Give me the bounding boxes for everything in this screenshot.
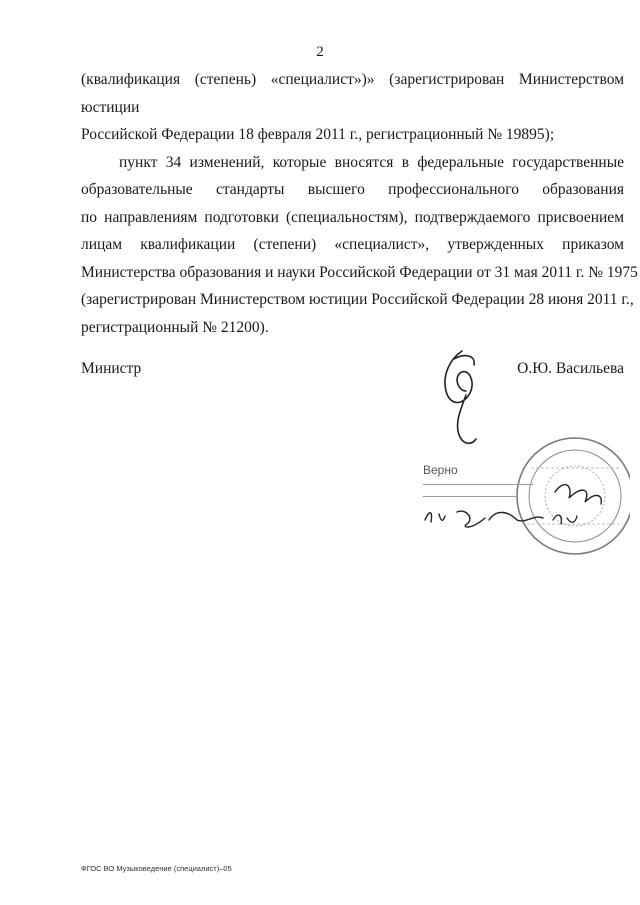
round-seal — [517, 438, 630, 554]
minister-title: Министр — [81, 360, 142, 377]
body-line: Министерства образования и науки Российской Федерации от 31 мая 2011 г. № 1975 — [81, 263, 638, 281]
body-line: (квалификация (степень) «специалист»)» (зарегистрирован Министерством юстиции — [81, 71, 624, 116]
footer-code: ФГОС ВО Музыковедение (специалист)–05 — [81, 864, 232, 873]
verno-label: Верно — [423, 463, 458, 477]
body-line: образовательные стандарты высшего профессионального образования — [81, 181, 624, 198]
body-line: (зарегистрирован Министерством юстиции Российской Федерации 28 июня 2011 г., — [81, 291, 634, 308]
body-line: лицам квалификации (степени) «специалист», утвержденных приказом — [81, 236, 624, 253]
body-line: регистрационный № 21200). — [81, 318, 269, 336]
body-line: пункт 34 изменений, которые вносятся в федеральные государственные — [119, 153, 624, 171]
stamp-text-line — [423, 496, 518, 497]
body-line: Российской Федерации 18 февраля 2011 г., регистрационный № 19895); — [81, 126, 555, 143]
certification-stamp — [405, 428, 630, 563]
body-text — [81, 66, 638, 341]
stamp-text-line — [423, 484, 533, 485]
page-number: 2 — [316, 44, 324, 60]
body-line: по направлениям подготовки (специальностям), подтверждаемого присвоением — [81, 208, 624, 226]
minister-name: О.Ю. Васильева — [517, 360, 624, 377]
